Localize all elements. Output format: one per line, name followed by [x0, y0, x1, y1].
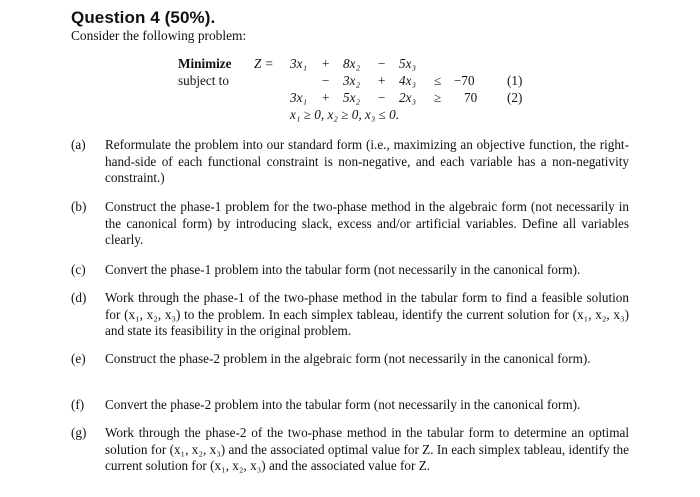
c1-tag: (1) — [507, 73, 523, 88]
part-a-label: (a) — [71, 137, 86, 152]
part-f — [71, 397, 631, 415]
part-e-label: (e) — [71, 351, 86, 366]
part-e — [71, 351, 631, 385]
c1-term-2: 3x₂ — [343, 73, 361, 88]
obj-term-2: 8x₂ — [343, 56, 361, 71]
obj-op-2: − — [378, 56, 386, 71]
part-c — [71, 262, 631, 280]
objective-label: Minimize — [178, 56, 232, 71]
part-a-text: Reformulate the problem into our standard form (i.e., maximizing an objective function, the right-hand-side of each functional constraint is non-negative, and each variable has a non-negativity constraint.) — [105, 137, 629, 185]
part-g-text: Work through the phase-2 of the two-phase method in the tabular form to determine an optimal solution for (x₁, x₂, x₃) and the associated optimal value for Z. In each simplex tableau, identify the current solution for (x₁, x₂, x₃) and the associated value for Z. — [105, 425, 629, 473]
c2-tag: (2) — [507, 90, 523, 105]
part-e-text: Construct the phase-2 problem in the algebraic form (not necessarily in the canonical form). — [105, 351, 591, 366]
part-c-text: Convert the phase-1 problem into the tabular form (not necessarily in the canonical form). — [105, 262, 581, 277]
part-c-label: (c) — [71, 262, 86, 277]
c1-op-0: − — [322, 73, 330, 88]
part-f-label: (f) — [71, 397, 85, 412]
obj-term-3: 5x₃ — [399, 56, 417, 71]
part-g-label: (g) — [71, 425, 87, 440]
c2-op-1: + — [322, 90, 330, 105]
subject-to-label: subject to — [178, 73, 229, 88]
part-b — [71, 199, 631, 249]
question-intro: Consider the following problem: — [71, 28, 247, 43]
c1-relation: ≤ — [434, 73, 442, 88]
c2-term-2: 5x₂ — [343, 90, 361, 105]
c2-op-2: − — [378, 90, 386, 105]
part-a — [71, 137, 631, 187]
part-d-label: (d) — [71, 290, 87, 305]
c1-rhs: −70 — [454, 73, 475, 88]
part-g — [71, 425, 631, 475]
c2-rhs: 70 — [464, 90, 478, 105]
c2-relation: ≥ — [434, 90, 442, 105]
variable-bounds: x₁ ≥ 0, x₂ ≥ 0, x₃ ≤ 0. — [290, 107, 400, 122]
c2-term-3: 2x₃ — [399, 90, 417, 105]
c2-term-1: 3x₁ — [290, 90, 308, 105]
part-f-text: Convert the phase-2 problem into the tabular form (not necessarily in the canonical form). — [105, 397, 581, 412]
z-equals: Z = — [254, 56, 274, 71]
obj-term-1: 3x₁ — [290, 56, 308, 71]
part-b-text: Construct the phase-1 problem for the two-phase method in the algebraic form (not necessarily in the canonical form) by introducing slack, excess and/or artificial variables. Define all variables clearly. — [105, 199, 629, 247]
part-b-label: (b) — [71, 199, 87, 214]
c1-term-3: 4x₃ — [399, 73, 417, 88]
c1-op-2: + — [378, 73, 386, 88]
obj-op-1: + — [322, 56, 330, 71]
question-title: Question 4 (50%). — [71, 8, 216, 27]
part-d-text: Work through the phase-1 of the two-phase method in the tabular form to find a feasible solution for (x₁, x₂, x₃) to the problem. In each simplex tableau, identify the current solution for (x₁, x₂, x₃) and state its feasibility in the original problem. — [105, 290, 629, 338]
part-d — [71, 290, 631, 340]
